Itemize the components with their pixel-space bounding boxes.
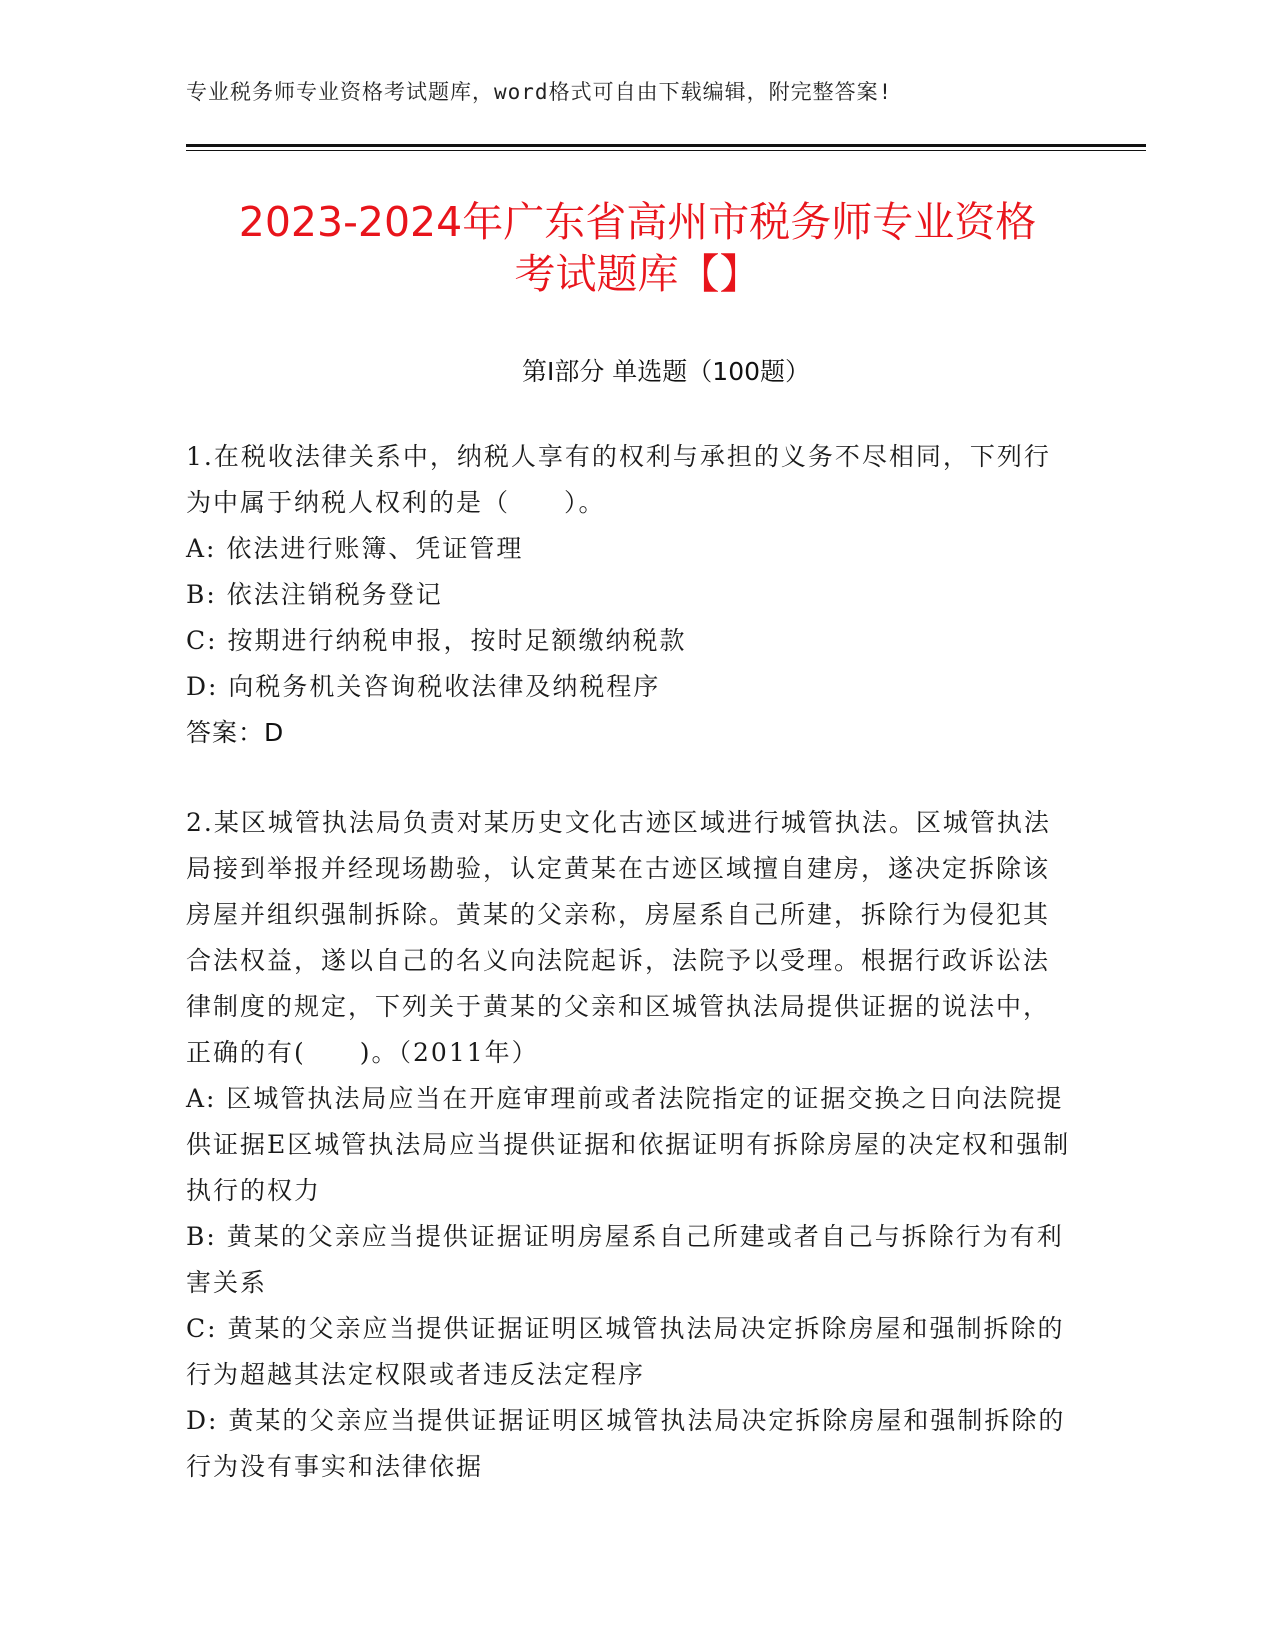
option-c: C: 黄某的父亲应当提供证据证明区城管执法局决定拆除房屋和强制拆除的行为超越其法定权限或者违反法定程序 <box>186 1314 1065 1389</box>
document-title <box>150 196 1125 300</box>
question-1 <box>186 434 1076 756</box>
option-a: A: 区城管执法局应当在开庭审理前或者法院指定的证据交换之日向法院提供证据E区城管执法局应当提供证据和依据证明有拆除房屋的决定权和强制执行的权力 <box>186 1084 1071 1205</box>
question-stem: 2.某区城管执法局负责对某历史文化古迹区域进行城管执法。区城管执法局接到举报并经现场勘验，认定黄某在古迹区域擅自建房，遂决定拆除该房屋并组织强制拆除。黄某的父亲称，房屋系自己所建，拆除行为侵犯其合法权益，遂以自己的名义向法院起诉，法院予以受理。根据行政诉讼法律制度的规定，下列关于黄某的父亲和区城管执法局提供证据的说法中，正确的有( )。（2011年） <box>186 808 1051 1067</box>
answer-line: 答案：D <box>186 718 285 747</box>
question-list <box>186 434 1076 1490</box>
title-line-1: 2023-2024年广东省高州市税务师专业资格 <box>238 198 1037 246</box>
option-b: B: 黄某的父亲应当提供证据证明房屋系自己所建或者自己与拆除行为有利害关系 <box>186 1222 1064 1297</box>
option-c: C: 按期进行纳税申报，按时足额缴纳税款 <box>186 626 687 655</box>
title-line-2: 考试题库【】 <box>514 250 761 298</box>
header-note: 专业税务师专业资格考试题库，word格式可自由下载编辑，附完整答案! <box>186 80 893 104</box>
question-2 <box>186 800 1076 1490</box>
header-rule-thin <box>186 150 1146 151</box>
section-heading: 第Ⅰ部分 单选题（100题） <box>521 357 811 386</box>
option-d: D: 向税务机关咨询税收法律及纳税程序 <box>186 672 661 701</box>
question-spacer <box>186 756 1076 800</box>
question-stem: 1.在税收法律关系中，纳税人享有的权利与承担的义务不尽相同，下列行为中属于纳税人权利的是（ ）。 <box>186 442 1051 517</box>
option-d: D: 黄某的父亲应当提供证据证明区城管执法局决定拆除房屋和强制拆除的行为没有事实和法律依据 <box>186 1406 1066 1481</box>
option-b: B: 依法注销税务登记 <box>186 580 443 609</box>
option-a: A: 依法进行账簿、凭证管理 <box>186 534 524 563</box>
header-rule-thick <box>186 144 1146 147</box>
